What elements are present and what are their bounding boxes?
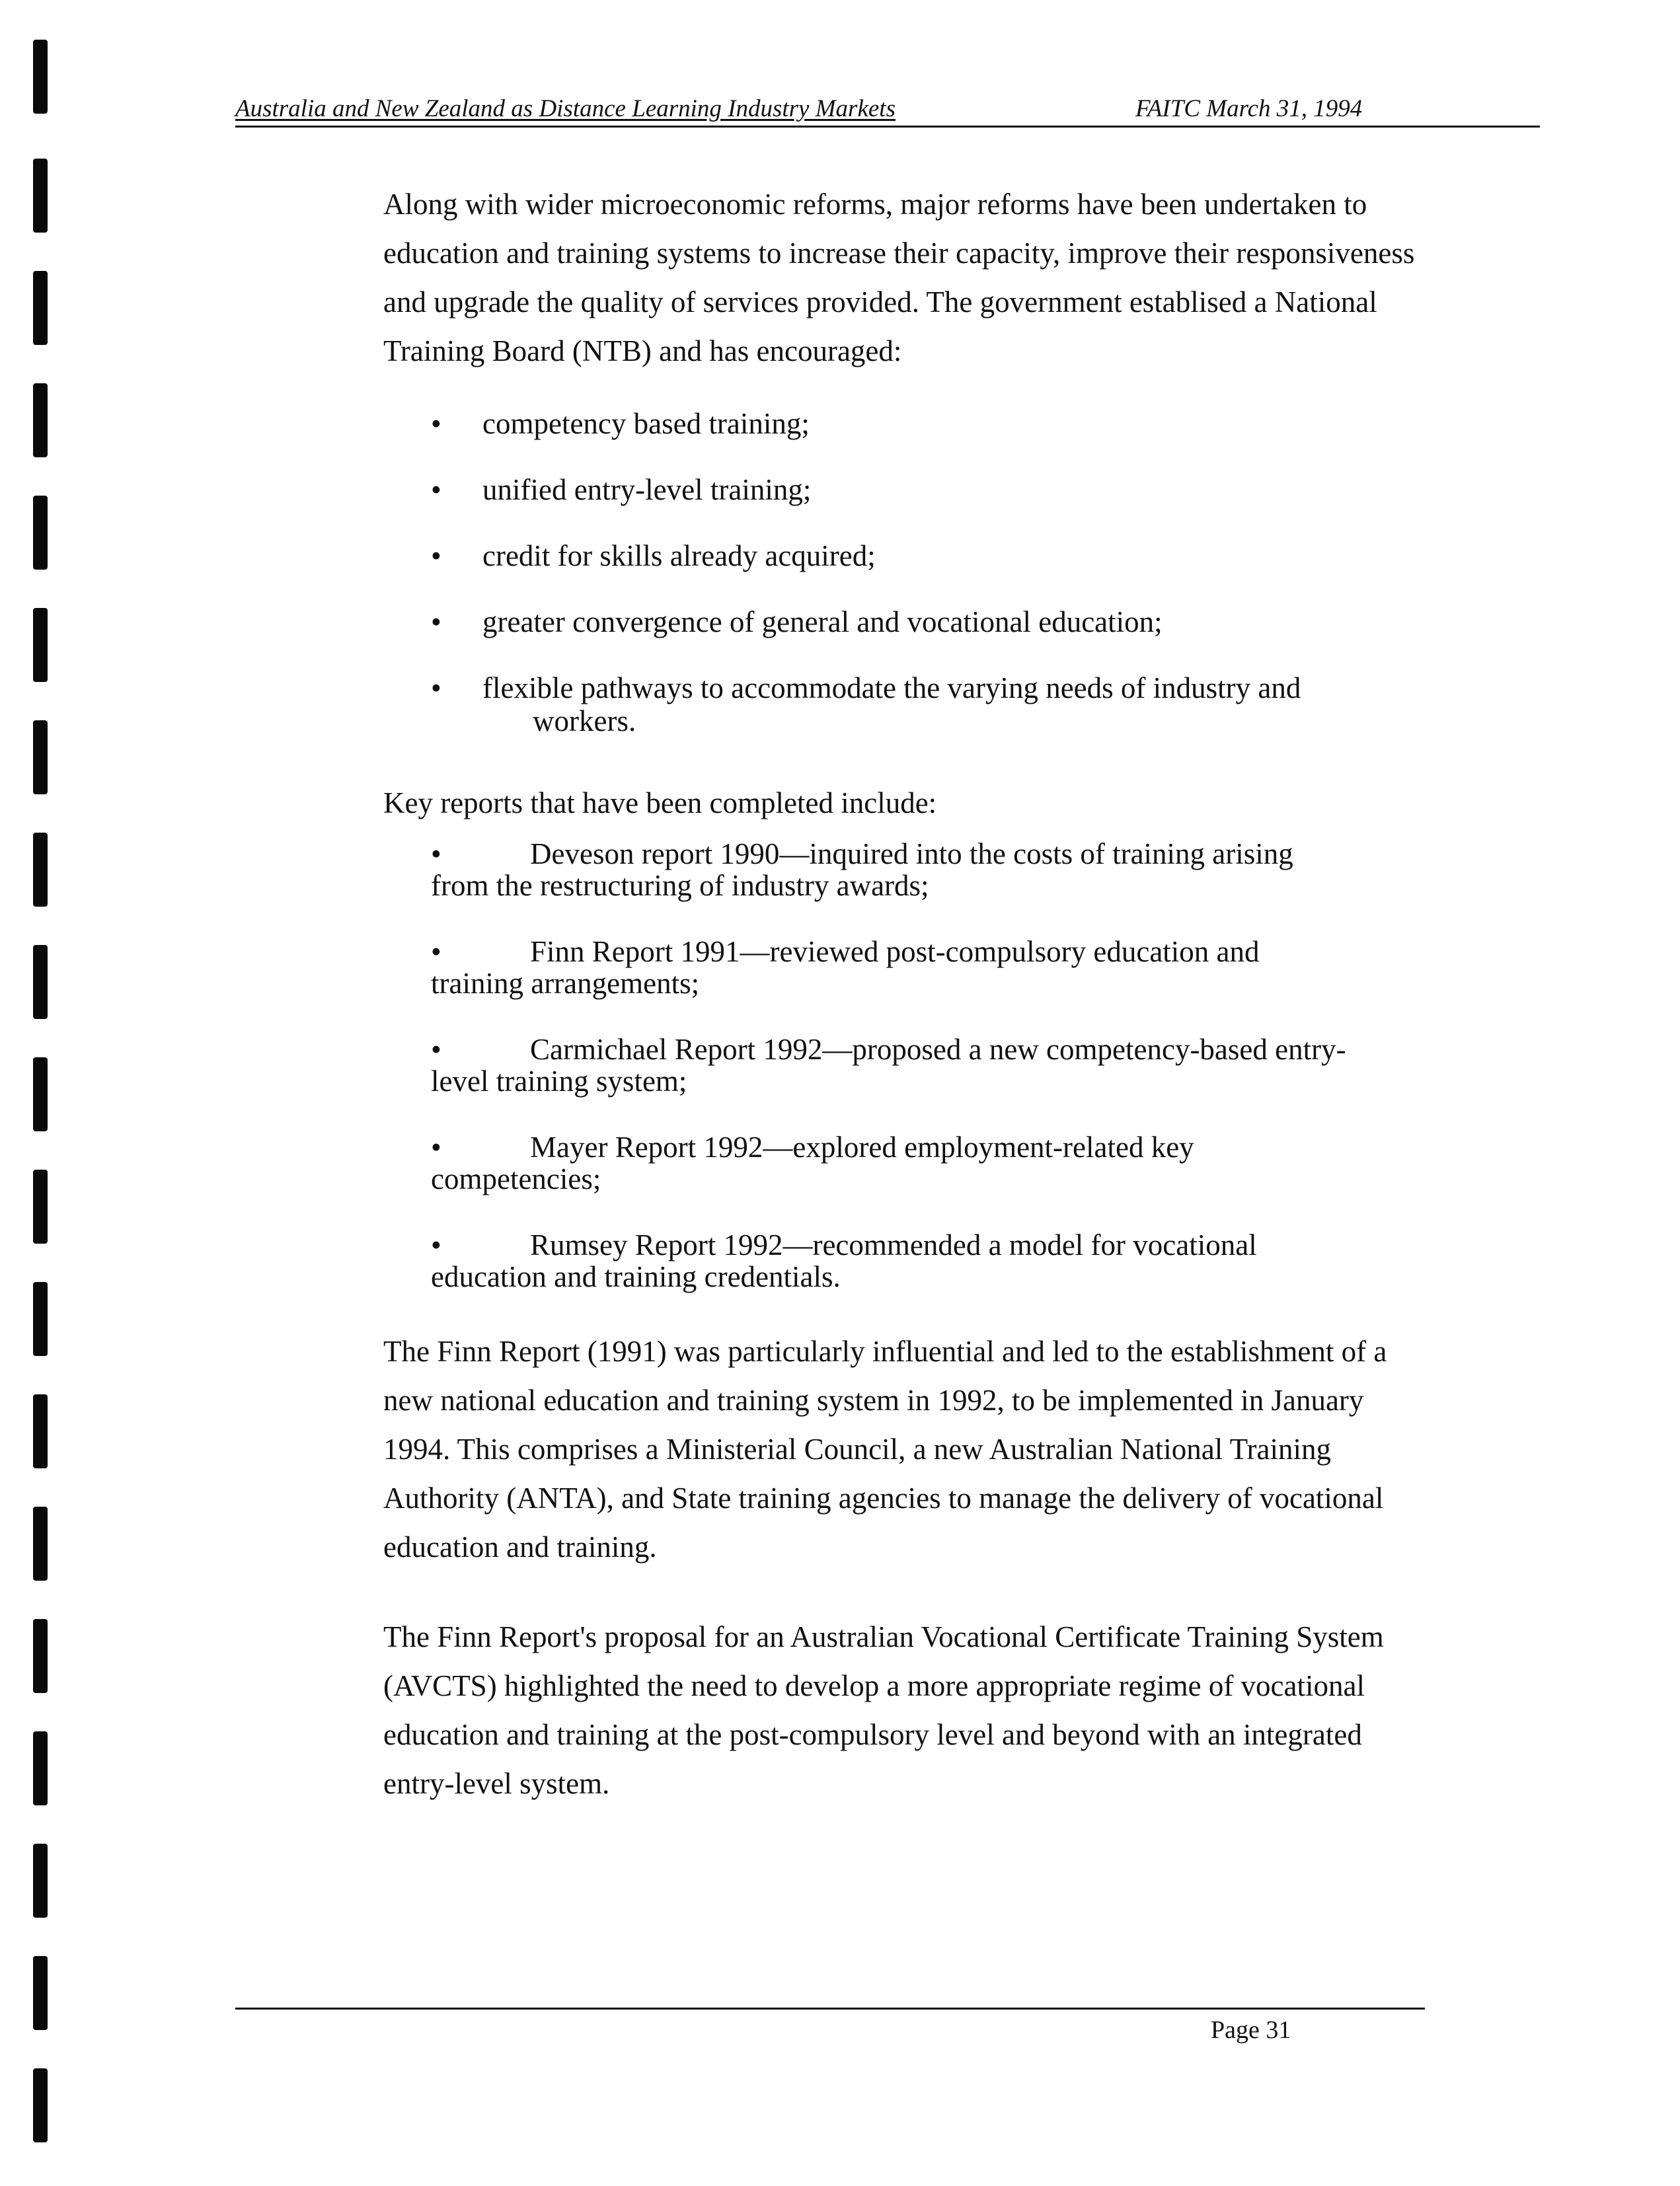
key-reports-heading: Key reports that have been completed include: — [383, 786, 937, 819]
list-item — [383, 936, 1428, 999]
report-lead: Carmichael Report 1992—proposed a new competency-based entry- — [530, 1033, 1346, 1066]
avcts-paragraph: The Finn Report's proposal for an Australian Vocational Certificate Training System (AVCTS) highlighted the need to develop a more appropriate regime of vocational education and training at the post-compulsory level and beyond with an integrated entry-level system. — [383, 1620, 1384, 1800]
bullet-glyph: • — [431, 837, 441, 870]
report-lead: Rumsey Report 1992—recommended a model for vocational — [530, 1228, 1257, 1262]
binding-mark — [33, 1170, 48, 1244]
list-item — [383, 605, 1428, 638]
bullet-glyph: • — [431, 1033, 441, 1066]
footer-rule — [235, 2008, 1425, 2010]
binding-mark — [33, 1731, 48, 1805]
list-item — [383, 473, 1428, 506]
binding-mark — [33, 40, 48, 114]
binding-mark — [33, 945, 48, 1019]
list-item — [383, 671, 1428, 737]
report-rest: competencies; — [431, 1162, 601, 1195]
list-item-text: flexible pathways to accommodate the varying needs of industry and — [482, 671, 1301, 704]
running-header — [235, 89, 1540, 128]
page-body — [383, 180, 1428, 1808]
bullet-glyph: • — [431, 1228, 441, 1262]
list-item-text: credit for skills already acquired; — [482, 539, 876, 572]
intro-paragraph: Along with wider microeconomic reforms, major reforms have been undertaken to education and training systems to increase their capacity, improve their responsiveness and upgrade the quality of services provided. The government establised a National Training Board (NTB) and has encouraged: — [383, 188, 1415, 367]
bullet-glyph: • — [431, 605, 441, 638]
binding-mark — [33, 833, 48, 907]
report-rest: education and training credentials. — [431, 1260, 841, 1293]
report-rest: training arrangements; — [431, 967, 700, 1000]
list-item-text: competency based training; — [482, 407, 810, 440]
report-rest: level training system; — [431, 1065, 687, 1098]
binding-mark — [33, 1507, 48, 1581]
binding-mark — [33, 1394, 48, 1468]
binding-mark — [33, 496, 48, 570]
page-number: Page 31 — [1211, 2016, 1291, 2044]
report-rest: from the restructuring of industry awards; — [431, 869, 929, 902]
list-item — [383, 1034, 1428, 1097]
list-item — [383, 838, 1428, 901]
binding-mark — [33, 1956, 48, 2030]
binding-mark — [33, 608, 48, 682]
binding-mark — [33, 159, 48, 233]
list-item — [383, 1229, 1428, 1293]
binding-mark — [33, 1844, 48, 1918]
binding-mark — [33, 720, 48, 794]
list-item — [383, 1131, 1428, 1195]
key-reports-list — [383, 838, 1428, 1293]
bullet-glyph: • — [431, 407, 441, 440]
bullet-glyph: • — [431, 671, 441, 704]
report-lead: Deveson report 1990—inquired into the costs of training arising — [530, 837, 1293, 870]
bullet-glyph: • — [431, 473, 441, 506]
header-title: Australia and New Zealand as Distance Learning Industry Markets — [235, 95, 896, 122]
list-item-continuation: workers. — [533, 704, 636, 737]
binding-mark — [33, 383, 48, 457]
binding-mark — [33, 1057, 48, 1131]
bullet-glyph: • — [431, 539, 441, 572]
finn-paragraph: The Finn Report (1991) was particularly influential and led to the establishment of a new national education and training system in 1992, to be implemented in January 1994. This comprises a Ministerial Council, a new Australian National Training Authority (ANTA), and State training agencies to manage the delivery of vocational education and training. — [383, 1335, 1387, 1564]
bullet-glyph: • — [431, 1131, 441, 1164]
binding-mark — [33, 2068, 48, 2142]
report-lead: Finn Report 1991—reviewed post-compulsory education and — [530, 935, 1260, 968]
binding-mark — [33, 271, 48, 345]
bullet-glyph: • — [431, 935, 441, 968]
list-item — [383, 407, 1428, 440]
list-item — [383, 539, 1428, 572]
report-lead: Mayer Report 1992—explored employment-related key — [530, 1131, 1194, 1164]
binding-mark — [33, 1619, 48, 1693]
list-item-text: greater convergence of general and vocational education; — [482, 605, 1163, 638]
header-org-date: FAITC March 31, 1994 — [1135, 95, 1363, 122]
encouraged-list — [383, 407, 1428, 737]
binding-marks — [33, 40, 48, 2154]
list-item-text: unified entry-level training; — [482, 473, 812, 506]
binding-mark — [33, 1282, 48, 1356]
